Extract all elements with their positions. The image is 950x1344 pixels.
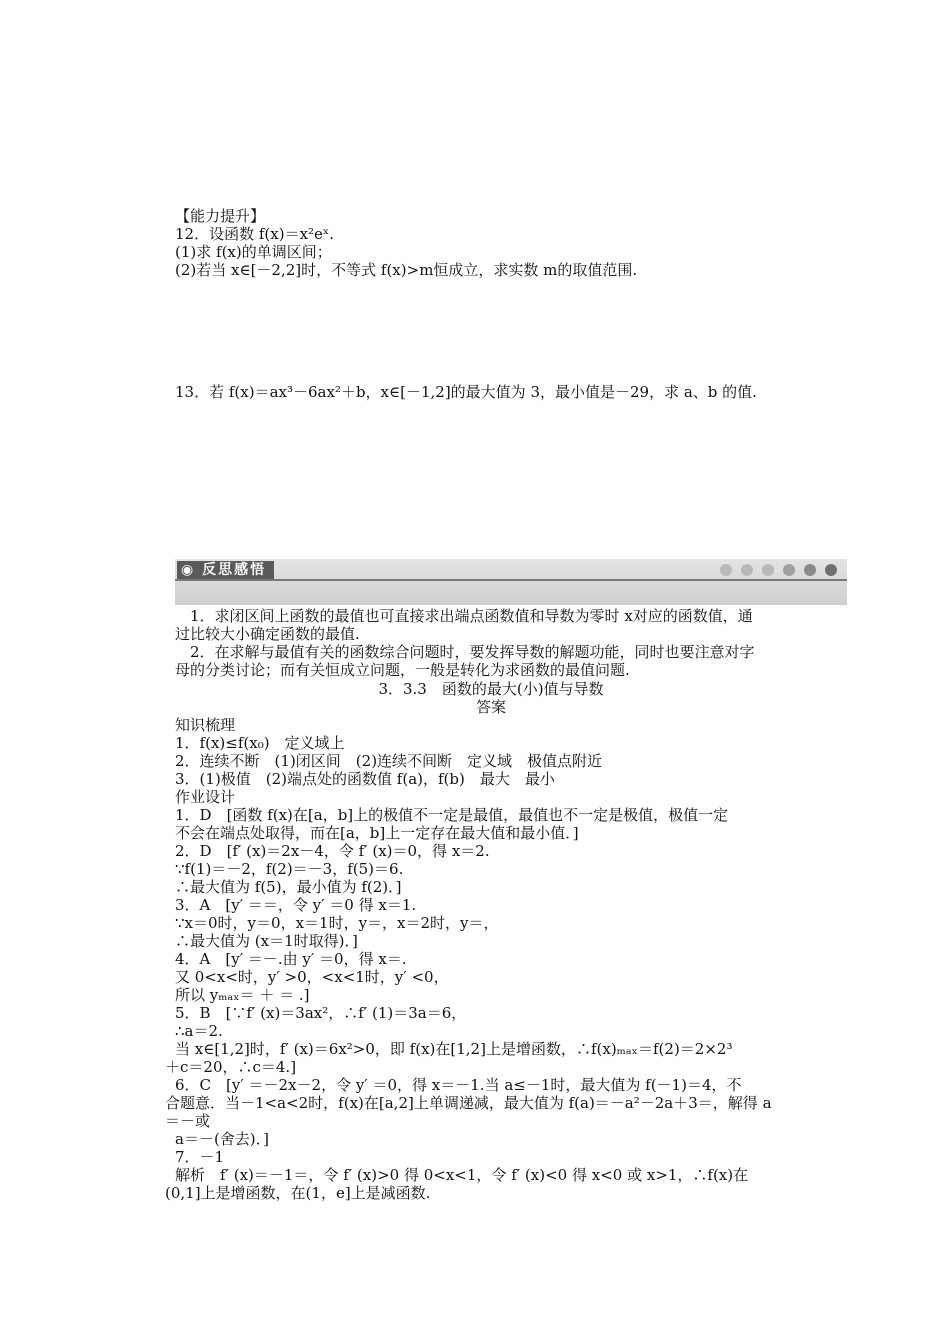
answer-line: ∵x＝0时，y＝0，x＝1时，y＝，x＝2时，y＝， [175, 914, 499, 932]
q12-part1: (1)求 f(x)的单调区间； [175, 243, 332, 261]
answer-line: 7．－1 [175, 1148, 225, 1166]
answer-line: 解析 f′ (x)＝－1＝，令 f′ (x)>0 得 0<x<1，令 f′ (x)<0 得 x<0 或 x>1，∴f(x)在 [175, 1166, 749, 1184]
answer-line: (0,1]上是增函数，在(1，e]上是减函数. [165, 1184, 431, 1202]
q12-part2: (2)若当 x∈[－2,2]时，不等式 f(x)>m恒成立，求实数 m的取值范围. [175, 261, 638, 279]
answer-line: 不会在端点处取得，而在[a，b]上一定存在最大值和最小值．] [175, 824, 579, 842]
banner-divider [175, 579, 847, 581]
reflection-banner [175, 559, 847, 605]
section-heading-nengli: 【能力提升】 [175, 207, 266, 225]
answer-line: 3．(1)极值 (2)端点处的函数值 f(a)，f(b) 最大 最小 [175, 770, 555, 788]
answer-line: ＋c＝20，∴c＝4.] [165, 1058, 297, 1076]
answer-line: 1．f(x)≤f(x₀) 定义域上 [175, 734, 345, 752]
answer-line: 6．C [y′ ＝－2x－2，令 y′ ＝0，得 x＝－1.当 a≤－1时，最大值为 f(－1)＝4，不 [175, 1076, 742, 1094]
dot-icon [783, 564, 795, 576]
reflect-2a: 2．在求解与最值有关的函数综合问题时，要发挥导数的解题功能，同时也要注意对字 [190, 643, 755, 661]
reflect-1b: 过比较大小确定函数的最值. [175, 625, 360, 643]
answer-line: 4．A [y′ ＝－.由 y′ ＝0，得 x＝. [175, 950, 407, 968]
dot-icon [762, 564, 774, 576]
answer-line: ＝－或 [165, 1112, 211, 1130]
answer-line: 所以 yₘₐₓ＝ ＋ ＝ .] [175, 986, 310, 1004]
answer-line: 2．连续不断 (1)闭区间 (2)连续不间断 定义域 极值点附近 [175, 752, 603, 770]
answer-line: 知识梳理 [175, 716, 236, 734]
answer-line: 5．B [∵f′ (x)＝3ax²，∴f′ (1)＝3a＝6， [175, 1004, 467, 1022]
dot-icon [804, 564, 816, 576]
answer-heading: 答案 [475, 698, 506, 716]
answer-line: 当 x∈[1,2]时，f′ (x)＝6x²>0，即 f(x)在[1,2]上是增函数，∴f(x)ₘₐₓ＝f(2)＝2×2³ [175, 1040, 733, 1058]
dot-icon [720, 564, 732, 576]
answer-line: 2．D [f′ (x)＝2x－4，令 f′ (x)＝0，得 x＝2. [175, 842, 490, 860]
reflection-banner-title: ◉ 反思感悟 [177, 561, 274, 579]
section-title: 3．3.3 函数的最大(小)值与导数 [378, 680, 604, 698]
answer-line: ∴最大值为 f(5)，最小值为 f(2)．] [175, 878, 402, 896]
answer-line: 3．A [y′ ＝＝，令 y′ ＝0 得 x＝1. [175, 896, 417, 914]
dot-icon [741, 564, 753, 576]
answer-line: ∴最大值为 (x＝1时取得)．] [175, 932, 358, 950]
answer-line: 合题意．当－1<a<2时，f(x)在[a,2]上单调递减，最大值为 f(a)＝－a²－2a＋3＝，解得 a [165, 1094, 772, 1112]
reflect-1a: 1．求闭区间上函数的最值也可直接求出端点函数值和导数为零时 x对应的函数值，通 [190, 607, 753, 625]
answer-line: ∴a＝2. [175, 1022, 223, 1040]
q12-stem: 12．设函数 f(x)＝x²eˣ. [175, 225, 335, 243]
answer-line: a＝－(舍去)．] [175, 1130, 269, 1148]
reflect-2b: 母的分类讨论；而有关恒成立问题，一般是转化为求函数的最值问题. [175, 661, 630, 679]
answer-line: ∵f(1)＝－2，f(2)＝－3，f(5)＝6. [175, 860, 404, 878]
dot-icon [825, 564, 837, 576]
answer-line: 又 0<x<时，y′ >0，<x<1时，y′ <0， [175, 968, 449, 986]
answer-line: 作业设计 [175, 788, 236, 806]
decorative-dots [720, 564, 837, 576]
answer-line: 1．D [函数 f(x)在[a，b]上的极值不一定是最值，最值也不一定是极值，极值一定 [175, 806, 729, 824]
q13-text: 13．若 f(x)＝ax³－6ax²＋b，x∈[－1,2]的最大值为 3，最小值是－29，求 a、b 的值. [175, 383, 757, 401]
